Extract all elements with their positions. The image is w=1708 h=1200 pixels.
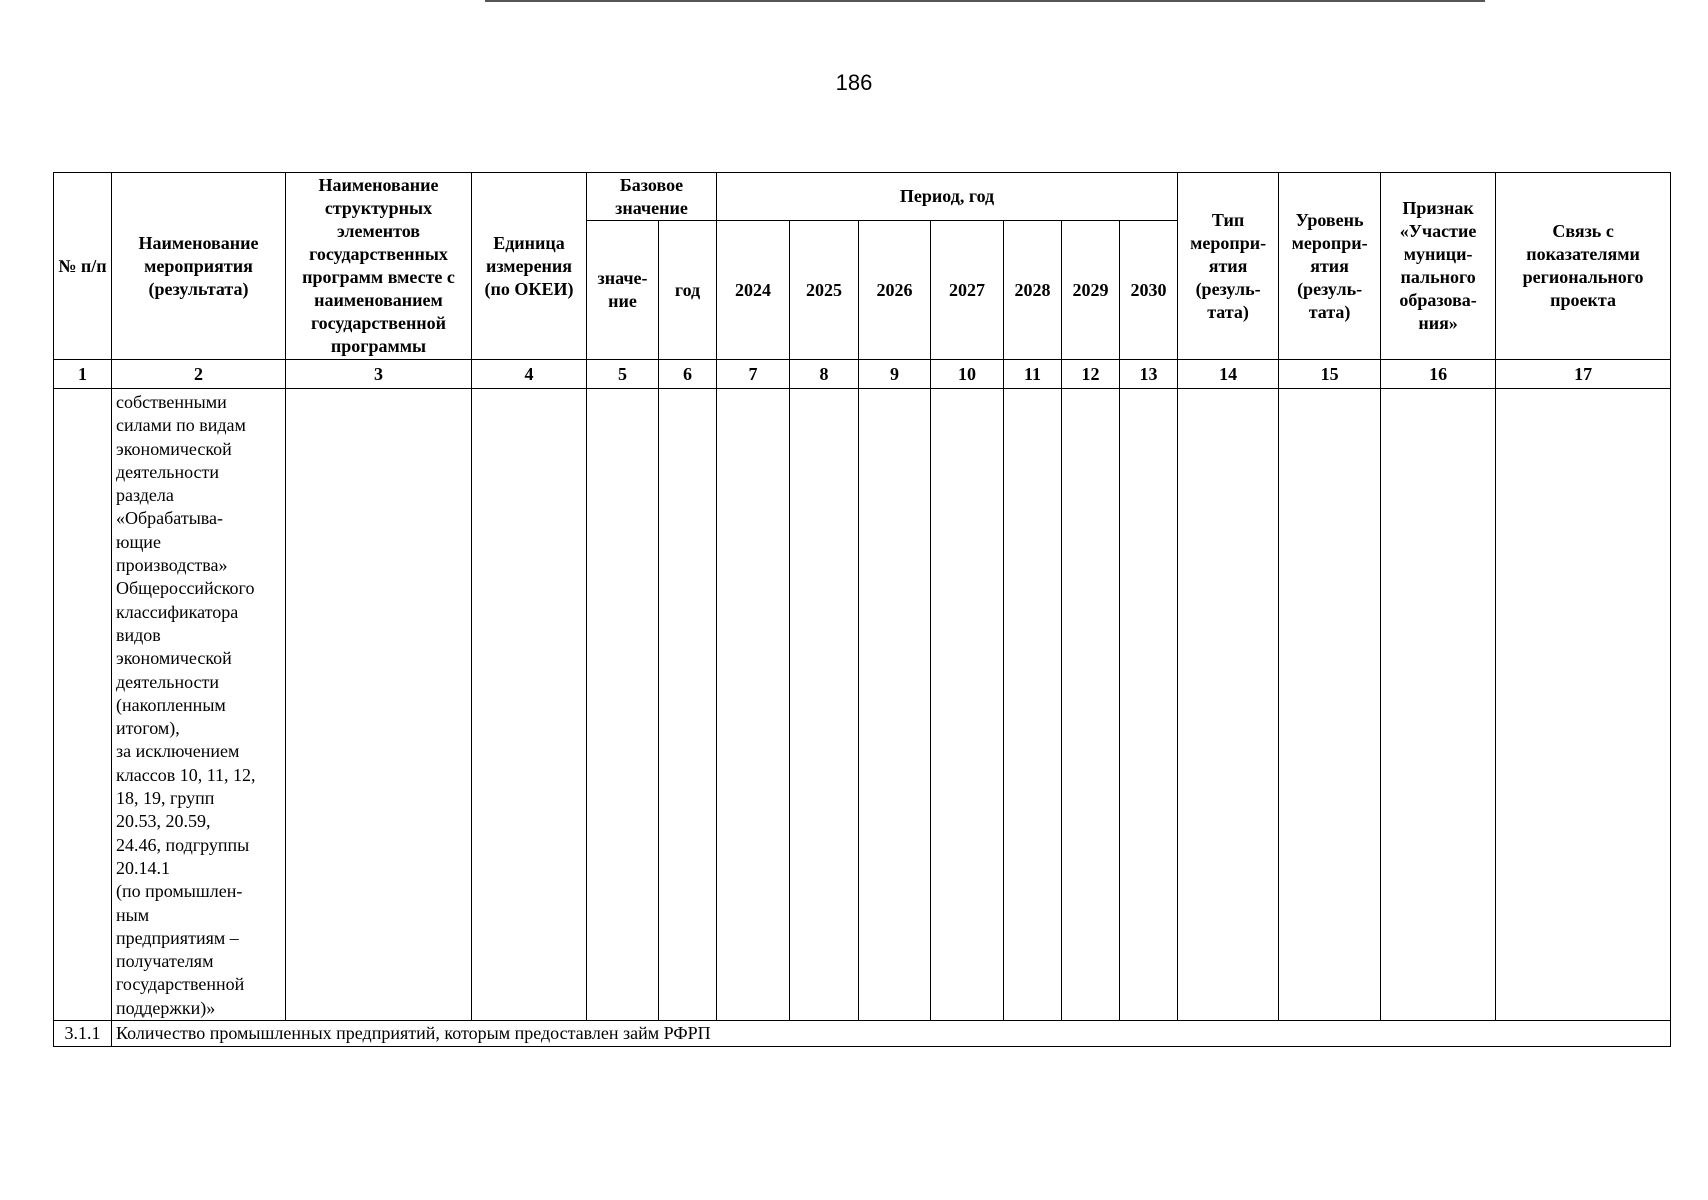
cell-base-year (659, 389, 717, 1021)
column-number: 17 (1496, 360, 1671, 389)
cell-link (1496, 389, 1671, 1021)
header-year: 2025 (790, 221, 859, 360)
name-line: итогом), (116, 718, 180, 739)
header-year: 2028 (1004, 221, 1062, 360)
table-row (54, 389, 1671, 1021)
cell-year-value (931, 389, 1004, 1021)
column-numbers-row (54, 360, 1671, 389)
cell-structural (286, 389, 472, 1021)
header-link: Связь с показателями регионального проекта (1496, 173, 1671, 360)
column-number: 11 (1004, 360, 1062, 389)
name-line: 20.14.1 (116, 857, 170, 878)
header-base: Базовое значение (587, 173, 717, 221)
cell-name (112, 389, 286, 1021)
header-name: Наименование мероприятия (результата) (112, 173, 286, 360)
indicators-table (53, 172, 1671, 1047)
column-number: 2 (112, 360, 286, 389)
cell-num (54, 389, 112, 1021)
cell-type (1178, 389, 1279, 1021)
header-year: 2030 (1120, 221, 1178, 360)
name-line: получателям (116, 951, 214, 972)
name-line: государственной (116, 974, 245, 995)
header-base-value: значе-ние (587, 221, 659, 360)
header-base-year: год (659, 221, 717, 360)
header-type: Тип меропри-ятия (резуль-тата) (1178, 173, 1279, 360)
name-line: деятельности (116, 671, 220, 692)
cell-year-value (1004, 389, 1062, 1021)
column-number: 8 (790, 360, 859, 389)
column-number: 9 (859, 360, 931, 389)
header-num: № п/п (54, 173, 112, 360)
name-line: раздела (116, 485, 174, 506)
name-line: 24.46, подгруппы (116, 834, 250, 855)
page-number: 186 (835, 70, 873, 95)
name-line: ным (116, 904, 150, 925)
name-line: экономической (116, 648, 232, 669)
name-line: классификатора (116, 601, 239, 622)
name-line: ющие (116, 531, 161, 552)
top-rule (485, 0, 1485, 2)
name-line: собственными (116, 392, 227, 412)
column-number: 10 (931, 360, 1004, 389)
name-line: деятельности (116, 461, 220, 482)
cell-year-value (859, 389, 931, 1021)
name-line: классов 10, 11, 12, (116, 764, 256, 785)
column-number: 15 (1279, 360, 1381, 389)
section-number: 3.1.1 (54, 1021, 112, 1047)
column-number: 13 (1120, 360, 1178, 389)
name-line: видов (116, 624, 161, 645)
name-line: (накопленным (116, 694, 226, 715)
cell-level (1279, 389, 1381, 1021)
cell-year-value (1120, 389, 1178, 1021)
name-line: производства» (116, 555, 228, 576)
column-number: 4 (472, 360, 587, 389)
cell-unit (472, 389, 587, 1021)
column-number: 14 (1178, 360, 1279, 389)
cell-sign (1381, 389, 1496, 1021)
column-number: 12 (1062, 360, 1120, 389)
header-year: 2024 (717, 221, 790, 360)
name-line: 18, 19, групп (116, 788, 215, 809)
name-line: силами по видам (116, 415, 246, 436)
header-level: Уровень меропри-ятия (резуль-тата) (1279, 173, 1381, 360)
name-line: экономической (116, 438, 232, 459)
column-number: 1 (54, 360, 112, 389)
name-line: поддержки)» (116, 997, 216, 1018)
name-line: за исключением (116, 741, 240, 762)
header-year: 2026 (859, 221, 931, 360)
name-line: предприятиям – (116, 927, 239, 948)
cell-year-value (790, 389, 859, 1021)
header-year: 2029 (1062, 221, 1120, 360)
header-period: Период, год (717, 173, 1178, 221)
name-line: Общероссийского (116, 578, 255, 599)
header-year: 2027 (931, 221, 1004, 360)
column-number: 5 (587, 360, 659, 389)
name-line: «Обрабатыва- (116, 508, 224, 529)
cell-year-value (717, 389, 790, 1021)
section-row (54, 1021, 1671, 1047)
header-sign: Признак «Участие муници-пального образова-ния» (1381, 173, 1496, 360)
cell-base-value (587, 389, 659, 1021)
section-title: Количество промышленных предприятий, которым предоставлен займ РФРП (112, 1021, 1671, 1047)
name-line: 20.53, 20.59, (116, 811, 211, 832)
header-unit: Единица измерения (по ОКЕИ) (472, 173, 587, 360)
cell-year-value (1062, 389, 1120, 1021)
header-structural: Наименование структурных элементов государственных программ вместе с наименованием государственной программы (286, 173, 472, 360)
column-number: 3 (286, 360, 472, 389)
column-number: 7 (717, 360, 790, 389)
name-line: (по промышлен- (116, 881, 243, 902)
column-number: 16 (1381, 360, 1496, 389)
column-number: 6 (659, 360, 717, 389)
